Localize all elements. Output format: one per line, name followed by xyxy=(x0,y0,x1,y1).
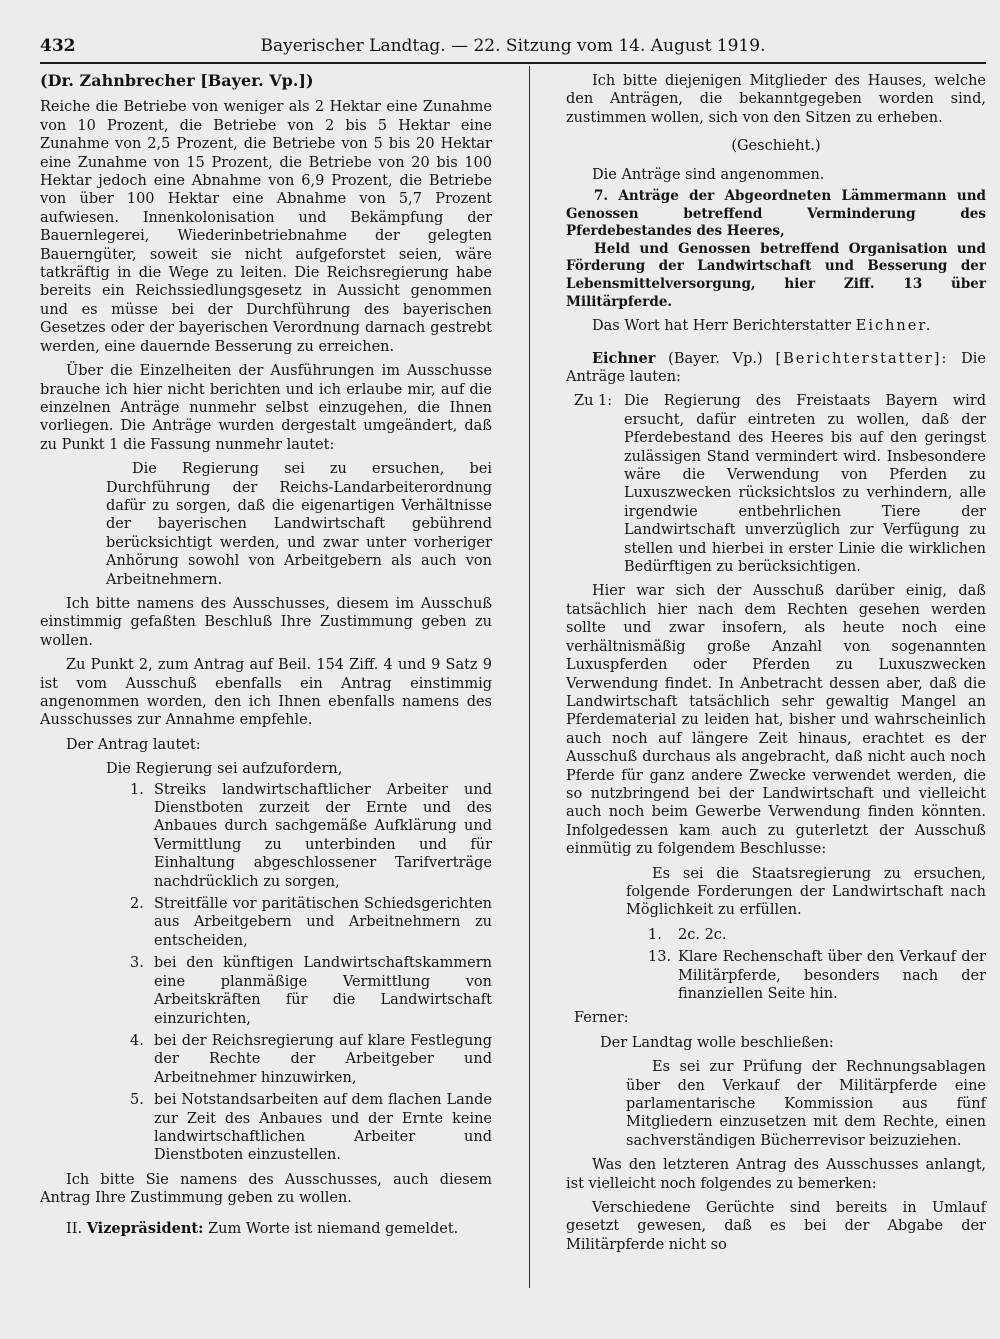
item-number: 2. xyxy=(130,896,144,913)
item-text: Klare Rechenschaft über den Verkauf der Militärpferde, besonders nach der finanziellen Seite hin. xyxy=(678,949,986,1002)
item-number: 4. xyxy=(130,1032,144,1049)
vp-prefix: II. xyxy=(66,1220,83,1237)
stage-direction: (Geschieht.) xyxy=(731,138,821,155)
agenda-line: Held und Genossen betreffend Organisation und Förderung der Landwirtschaft und Besserung der Lebensmittelversorgung, hier Ziff. 13 über Militärpferde. xyxy=(566,240,986,310)
agenda-item xyxy=(566,188,986,311)
item-number: 1. xyxy=(130,781,144,798)
paragraph: Reiche die Betriebe von weniger als 2 Hektar eine Zunahme von 10 Prozent, die Betriebe von 2 bis 5 Hektar eine Zunahme von 2,5 Prozent, die Betriebe von 5 bis 20 Hektar eine Zunahme von 15 Prozent, die Betriebe von 20 bis 100 Hektar jedoch eine Abnahme von 6,9 Prozent, die Betriebe von über 100 Hektar eine Abnahme von 5,7 Prozent aufwiesen. Innenkolonisation und Bekämpfung der Bauernlegerei, Wiederinbetriebnahme der gelegten Bauerngüter, soweit sie nicht aufgeforstet seien, wäre tatkräftig in die Wege zu leiten. Die Reichsregierung habe bereits ein Reichssiedlungsgesetz in Aussicht genommen und es müsse bei der Durchführung des bayerischen Gesetzes oder der bayerischen Verordnung darnach gestrebt werden, eine dauernde Besserung zu erreichen. xyxy=(40,99,492,355)
landtag-line: Der Landtag wolle beschließen: xyxy=(600,1034,834,1051)
column-divider xyxy=(529,66,530,1288)
quoted-motion: Es sei zur Prüfung der Rechnungsablagen über den Verkauf der Militärpferde eine parlamentarische Kommission aus fünf Mitgliedern einzusetzen mit dem Rechte, einen sachverständigen Bücherrevisor beizuziehen. xyxy=(626,1059,986,1149)
paragraph: Was den letzteren Antrag des Ausschusses anlangt, ist vielleicht noch folgendes zu bemerken: xyxy=(566,1157,986,1192)
speaker-party: (Bayer. Vp.) xyxy=(668,350,763,367)
sub-item xyxy=(566,948,986,1003)
item-number: 1. xyxy=(648,926,662,943)
paragraph: Verschiedene Gerüchte sind bereits in Umlauf gesetzt gewesen, daß es bei der Abgabe der Militärpferde nicht so xyxy=(566,1200,986,1253)
quoted-motion: Es sei die Staatsregierung zu ersuchen, folgende Forderungen der Landwirtschaft nach Möglichkeit zu erfüllen. xyxy=(626,865,986,919)
page-header xyxy=(40,34,986,64)
speaker-name: Eichner xyxy=(592,349,656,367)
speaker-text: Die Anträge lauten: xyxy=(566,350,987,385)
ferner-label: Ferner: xyxy=(574,1010,629,1027)
speaker-intro xyxy=(566,350,986,387)
running-title: Bayerischer Landtag. — 22. Sitzung vom 14. August 1919. xyxy=(260,36,766,56)
item-text: bei der Reichsregierung auf klare Festlegung der Rechte der Arbeitgeber und Arbeitnehmer hinzuwirken, xyxy=(154,1032,492,1086)
paragraph: Ich bitte Sie namens des Ausschusses, auch diesem Antrag Ihre Zustimmung geben zu wollen. xyxy=(40,1171,492,1207)
vp-text: Zum Worte ist niemand gemeldet. xyxy=(208,1220,459,1237)
list-item xyxy=(40,1091,492,1165)
list-item xyxy=(40,781,492,891)
sub-item xyxy=(566,926,986,944)
paragraph: Ich bitte namens des Ausschusses, diesem im Ausschuß einstimmig gefaßten Beschluß Ihre Zustimmung geben zu wollen. xyxy=(40,595,492,649)
paragraph: Zu Punkt 2, zum Antrag auf Beil. 154 Ziff. 4 und 9 Satz 9 ist vom Ausschuß ebenfalls ein Antrag einstimmig angenommen worden, den ich Ihnen ebenfalls namens des Ausschusses zur Annahme empfehle. xyxy=(40,657,492,729)
item-number: 13. xyxy=(648,949,672,966)
zu-text: Die Regierung des Freistaats Bayern wird ersucht, dafür eintreten zu wollen, daß der Pferdebestand des Heeres bis auf den geringst zulässigen Stand vermindert wird. Insbesondere wäre die Verwendung von Pferden zu Luxuszwecken rücksichtslos zu verhindern, alle irgendwie entbehrlichen Tiere der Landwirtschaft unverzüglich zur Verfügung zu stellen und hierbei in erster Linie die wirklichen Bedürftigen zu berücksichtigen. xyxy=(624,393,986,576)
motion-intro: Der Antrag lautet: xyxy=(66,736,201,753)
agenda-line: 7. Anträge der Abgeordneten Lämmermann und Genossen betreffend Verminderung des Pferdebestandes des Heeres, xyxy=(566,188,986,240)
motion-lead: Die Regierung sei aufzufordern, xyxy=(106,761,343,778)
zu-label: Zu 1: xyxy=(574,393,613,410)
paragraph: Ich bitte diejenigen Mitglieder des Hauses, welche den Anträgen, die bekanntgegeben worden sind, zustimmen wollen, sich von den Sitzen zu erheben. xyxy=(566,73,986,126)
item-number: 3. xyxy=(130,955,144,972)
list-item xyxy=(40,1032,492,1087)
speaker-role: [Berichterstatter]: xyxy=(775,350,949,367)
floor-prefix: Das Wort hat Herr Berichterstatter xyxy=(592,318,852,335)
item-text: Streiks landwirtschaftlicher Arbeiter und Dienstboten zurzeit der Ernte und des Anbaues durch sachgemäße Aufklärung und Vermittlung zu unterbinden und für Einhaltung abgeschlossener Tarifverträge nachdrücklich zu sorgen, xyxy=(154,781,492,890)
right-column xyxy=(566,72,986,1254)
list-item xyxy=(40,895,492,950)
floor-name: Eichner. xyxy=(855,318,933,335)
speaker-heading: (Dr. Zahnbrecher [Bayer. Vp.]) xyxy=(40,71,314,90)
paragraph: Hier war sich der Ausschuß darüber einig, daß tatsächlich hier nach dem Rechten gesehen werden sollte und zwar insofern, als heute noch eine verhältnismäßig große Anzahl von sogenannten Luxuspferden oder Pferden zu Luxuszwecken Verwendung findet. In Anbetracht dessen aber, daß die Landwirtschaft tatsächlich sehr gewaltig Mangel an Pferdematerial zu leiden hat, bisher und wahrscheinlich auch noch auf längere Zeit hinaus, erachtet es der Ausschuß durchaus als angebracht, daß nicht auch noch Pferde für ganz andere Zwecke verwendet werden, die so nutzbringend bei der Landwirtschaft und vielleicht auch noch beim Gewerbe Verwendung finden könnten. Infolgedessen kam auch zu guterletzt der Ausschuß einmütig zu folgendem Beschlusse: xyxy=(566,583,986,858)
item-text: 2c. 2c. xyxy=(678,926,727,943)
item-text: Streitfälle vor paritätischen Schiedsgerichten aus Arbeitgebern und Arbeitnehmern zu entscheiden, xyxy=(154,896,492,949)
paragraph: Über die Einzelheiten der Ausführungen im Ausschusse brauche ich hier nicht berichten und ich erlaube mir, auf die einzelnen Anträge nunmehr selbst einzugehen, die Ihnen vorliegen. Die Anträge wurden dergestalt umgeändert, daß zu Punkt 1 die Fassung nunmehr lautet: xyxy=(40,363,492,453)
motion-zu-1 xyxy=(566,392,986,576)
floor-given xyxy=(566,317,986,335)
list-item xyxy=(40,954,492,1028)
motion-items xyxy=(40,781,492,1165)
vp-speaker: Vizepräsident: xyxy=(86,1219,204,1237)
vizepraesident-line xyxy=(40,1220,492,1238)
item-number: 5. xyxy=(130,1092,144,1109)
left-column xyxy=(40,72,492,1238)
item-text: bei Notstandsarbeiten auf dem flachen Lande zur Zeit des Anbaues und der Ernte keine landwirtschaftlichen Arbeiter und Dienstboten einzustellen. xyxy=(154,1092,492,1164)
quoted-motion: Die Regierung sei zu ersuchen, bei Durchführung der Reichs-Landarbeiterordnung dafür zu sorgen, daß die eigenartigen Verhältnisse der bayerischen Landwirtschaft gebührend berücksichtigt werden, und zwar unter vorheriger Anhörung sowohl von Arbeitgebern als auch von Arbeitnehmern. xyxy=(106,461,492,588)
item-text: bei den künftigen Landwirtschaftskammern eine planmäßige Vermittlung von Arbeitskräften für die Landwirtschaft einzurichten, xyxy=(154,955,492,1027)
result-line: Die Anträge sind angenommen. xyxy=(592,166,825,183)
page-number: 432 xyxy=(40,36,76,56)
